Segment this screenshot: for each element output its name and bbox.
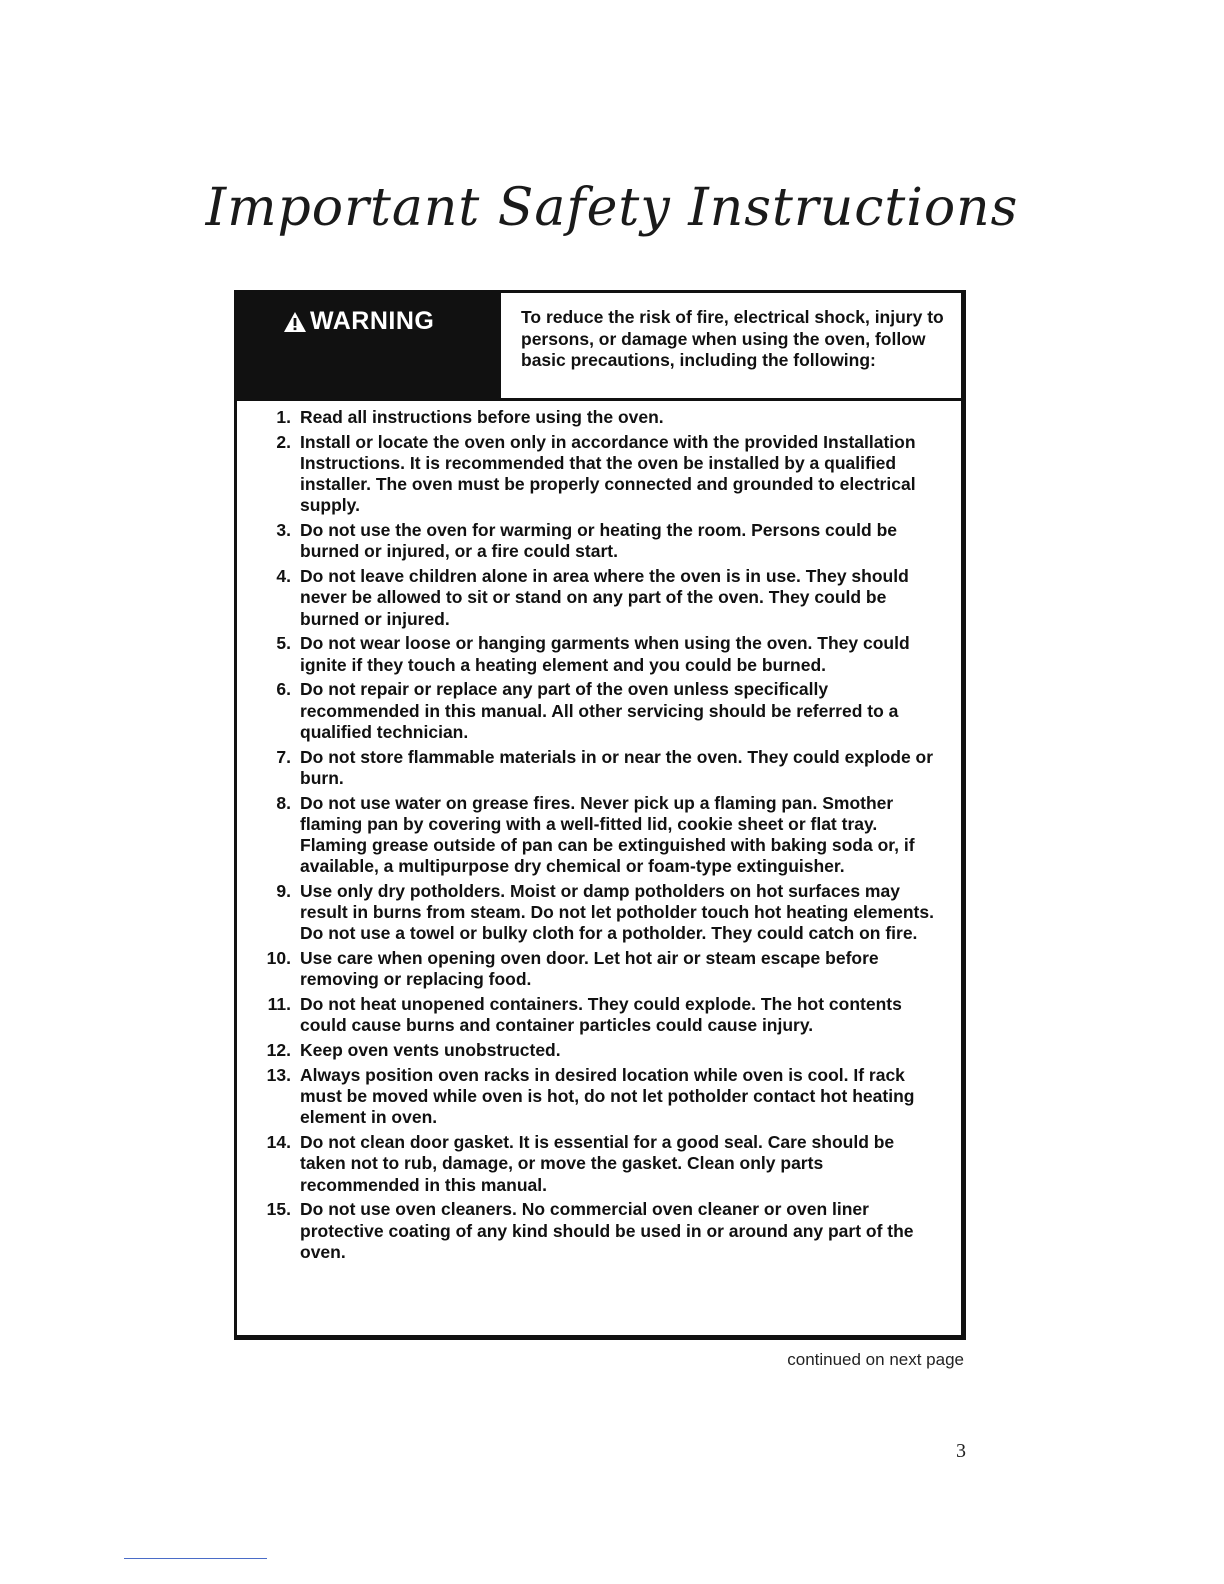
list-item — [237, 1040, 961, 1061]
item-number: 8. — [276, 792, 291, 813]
item-text: Use care when opening oven door. Let hot air or steam escape before removing or replacing food. — [300, 948, 879, 990]
warning-header — [237, 293, 961, 401]
item-text: Do not use water on grease fires. Never pick up a flaming pan. Smother flaming pan by covering with a well-fitted lid, cookie sheet or flat tray. Flaming grease outside of pan can be extinguished with baking soda or, if available, a multipurpose dry chemical or foam-type extinguisher. — [300, 792, 915, 877]
list-item — [237, 793, 961, 878]
item-number: 5. — [276, 633, 291, 654]
item-number: 3. — [276, 520, 291, 541]
warning-label-panel — [237, 293, 501, 398]
list-item — [237, 881, 961, 945]
list-item — [237, 520, 961, 562]
list-item — [237, 747, 961, 789]
item-number: 11. — [267, 994, 291, 1015]
item-text: Always position oven racks in desired location while oven is cool. If rack must be moved while oven is hot, do not let potholder contact hot heating element in oven. — [300, 1065, 915, 1128]
warning-label-text: WARNING — [310, 307, 435, 335]
item-number: 13. — [266, 1065, 291, 1086]
list-item — [237, 566, 961, 630]
warning-text: To reduce the risk of fire, electrical shock, injury to persons, or damage when using the oven, follow basic precautions, including the following: — [521, 307, 944, 370]
list-item — [237, 679, 961, 743]
item-text: Do not heat unopened containers. They could explode. The hot contents could cause burns and container particles could cause injury. — [300, 994, 902, 1036]
list-item — [237, 1199, 961, 1263]
item-number: 4. — [276, 566, 291, 587]
item-number: 10. — [266, 948, 291, 969]
item-number: 6. — [276, 679, 291, 700]
item-text: Keep oven vents unobstructed. — [300, 1040, 561, 1061]
item-number: 9. — [276, 881, 291, 902]
item-text: Do not use the oven for warming or heating the room. Persons could be burned or injured, or a fire could start. — [300, 520, 898, 562]
item-number: 7. — [276, 746, 291, 767]
list-item — [237, 633, 961, 675]
item-number: 1. — [276, 407, 291, 427]
item-number: 12. — [266, 1040, 291, 1061]
item-text: Do not wear loose or hanging garments when using the oven. They could ignite if they touch a heating element and you could be burned. — [300, 633, 910, 675]
item-text: Read all instructions before using the oven. — [300, 407, 664, 427]
item-text: Use only dry potholders. Moist or damp potholders on hot surfaces may result in burns from steam. Do not let potholder touch hot heating elements. Do not use a towel or bulky cloth for a potholder. They could catch on fire. — [300, 881, 934, 944]
item-number: 14. — [266, 1132, 291, 1153]
list-item — [237, 1065, 961, 1129]
instructions-list — [237, 407, 961, 1267]
item-text: Do not use oven cleaners. No commercial oven cleaner or oven liner protective coating of any kind should be used in or around any part of the oven. — [300, 1199, 914, 1262]
list-item — [237, 948, 961, 990]
safety-instructions-box — [234, 290, 966, 1340]
item-text: Do not store flammable materials in or near the oven. They could explode or burn. — [300, 746, 934, 788]
item-text: Do not leave children alone in area where the oven is in use. They should never be allowed to sit or stand on any part of the oven. They could be burned or injured. — [300, 566, 909, 629]
item-text: Do not repair or replace any part of the oven unless specifically recommended in this manual. All other servicing should be referred to a qualified technician. — [300, 679, 899, 742]
list-item — [237, 1132, 961, 1196]
list-item — [237, 407, 961, 428]
page-number: 3 — [956, 1440, 966, 1462]
item-number: 2. — [276, 431, 291, 452]
continued-note: continued on next page — [787, 1350, 964, 1369]
warning-triangle-icon — [283, 311, 307, 333]
list-item — [237, 994, 961, 1036]
item-text: Do not clean door gasket. It is essential for a good seal. Care should be taken not to rub, damage, or move the gasket. Clean only parts recommended in this manual. — [300, 1132, 895, 1195]
item-number: 15. — [266, 1199, 291, 1220]
list-item — [237, 432, 961, 517]
page-title: Important Safety Instructions — [205, 178, 1019, 238]
warning-label — [283, 307, 434, 336]
item-text: Install or locate the oven only in accordance with the provided Installation Instructions. It is recommended that the oven be installed by a qualified installer. The oven must be properly connected and grounded to electrical supply. — [300, 431, 916, 516]
footer-rule — [124, 1558, 267, 1559]
